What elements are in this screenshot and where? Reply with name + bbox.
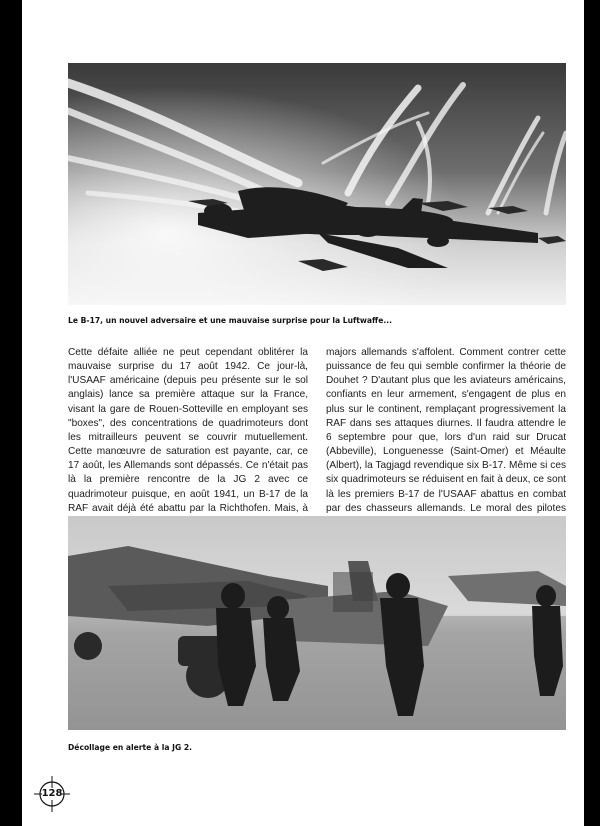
text-column-left: Cette défaite alliée ne peut cependant oblitérer la mauvaise surprise du 17 août 1942. Ce jour-là, l'USAAF américaine (depuis peu présente sur le sol anglais) lance sa première attaque sur la France, visant la gare de Rouen-Sotteville en employant ses "boxes", des concentrations de quadrimoteurs dont les mitrailleurs peuvent se couvrir mutuellement. Cette manœuvre de saturation est payante, car, ce 17 août, les Allemands sont dépassés. Ce n'était pas là la première rencontre de la JG 2 avec ce quadrimoteur puisque, en août 1941, un B-17 de la RAF avait déjà été abattu par la Richthofen. Mais, à <box>68 347 308 514</box>
photo-jg2-scramble <box>68 516 566 730</box>
page-number: 128 <box>41 788 63 799</box>
photo-b17-formation <box>68 63 566 305</box>
jg2-photo-illustration <box>68 516 566 730</box>
page-number-mark <box>34 776 70 812</box>
b17-photo-illustration <box>68 63 566 305</box>
figure-caption: Le B-17, un nouvel adversaire et une mauvaise surprise pour la Luftwaffe... <box>68 316 393 325</box>
article-body <box>68 346 566 544</box>
figure-caption: Décollage en alerte à la JG 2. <box>68 743 192 752</box>
text-column-right: majors allemands s'affolent. Comment contrer cette puissance de feu qui semble confirmer la théorie de Douhet ? D'autant plus que les aviateurs américains, confiants en leur armement, s'engagent de plus en plus sur le continent, remplaçant progressivement la RAF dans ses attaques diurnes. Il faudra attendre le 6 septembre pour que, lors d'un raid sur Drucat (Abbeville), Longuenesse (Saint-Omer) et Méaulte (Albert), la Tagjagd revendique six B-17. Même si ces six quadrimoteurs se réduisent en fait à deux, ce sont là les premiers B-17 de l'USAAF abattus en combat par des chasseurs allemands. Le moral des pilotes <box>326 347 566 514</box>
